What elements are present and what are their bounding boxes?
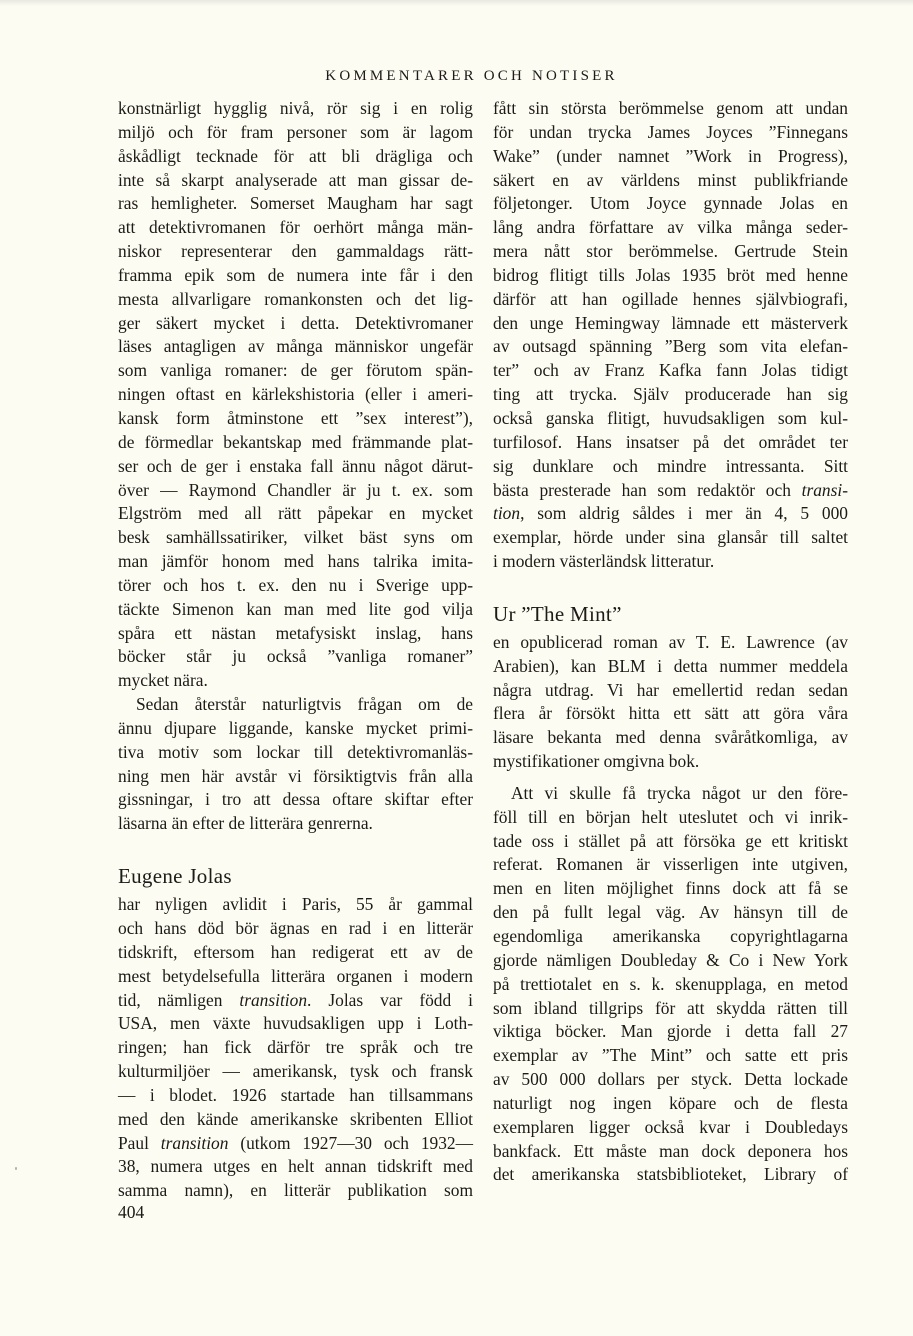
text-line: tade oss i stället på att försöka ge ett kritiskt <box>493 830 848 851</box>
text-line: kansk form åtminstone ett ”sex interest”), <box>118 407 473 428</box>
paragraph-mint-body <box>493 782 848 1187</box>
text-line: åskådligt tecknade för att bli drägliga och <box>118 145 473 166</box>
text-line <box>118 989 473 1013</box>
italic-title-transition: tion <box>493 503 521 524</box>
text-line: Wake” (under namnet ”Work in Progress), <box>493 145 848 166</box>
text-line: niskor representerar den gammaldags rätt- <box>118 241 473 262</box>
text-line: men en liten möjlighet finns dock att få se <box>493 878 848 899</box>
text-run: , som aldrig såldes i mer än 4, 5 000 <box>520 503 848 524</box>
text-line: naturligt nog ingen köpare och de flesta <box>493 1092 848 1113</box>
text-line: referat. Romanen är visserligen inte utgiven, <box>493 854 848 875</box>
text-line: konstnärligt hygglig nivå, rör sig i en rolig <box>118 98 473 118</box>
text-line: ger säkert mycket i detta. Detektivromaner <box>118 312 473 333</box>
text-line: man jämför honom med hans talrika imita- <box>118 551 473 572</box>
text-line: kulturmiljöer — amerikansk, tysk och fransk <box>118 1061 473 1082</box>
text-line <box>493 502 848 526</box>
text-line: den unge Hemingway lämnade ett mästerverk <box>493 312 848 333</box>
italic-title-transition: transi- <box>801 479 848 500</box>
text-line: exemplaren ligger också kvar i Doubledays <box>493 1116 848 1137</box>
italic-title-transition: transition <box>160 1132 229 1153</box>
text-line: gissningar, i tro att dessa oftare skiftar efter <box>118 789 473 810</box>
text-line: ningen oftast en kärlekshistoria (eller i ameri- <box>118 384 473 405</box>
text-line: en opublicerad roman av T. E. Lawrence (av <box>493 631 848 652</box>
text-line: därför att han ogillade hennes självbiografi, <box>493 288 848 309</box>
text-line: att detektivromanen för oerhört många män- <box>118 217 473 238</box>
text-line: några utdrag. Vi har emellertid redan sedan <box>493 679 848 700</box>
text-line: läsare bekanta med denna svåråtkomliga, av <box>493 727 848 748</box>
text-line: ännu djupare liggande, kanske mycket primi- <box>118 717 473 738</box>
text-line: viktiga böcker. Man gjorde i detta fall 27 <box>493 1021 848 1042</box>
text-line: ning men här avstår vi försiktigtvis från alla <box>118 765 473 786</box>
text-line <box>118 1132 473 1156</box>
text-line: för undan trycka James Joyces ”Finnegans <box>493 121 848 142</box>
text-line: som ibland tillgrips för att skydda rätten till <box>493 997 848 1018</box>
paragraph-jolas <box>118 893 473 1203</box>
text-line: med den kände amerikanske skribenten Elliot <box>118 1108 473 1129</box>
text-line: spåra ett nästan metafysiskt inslag, hans <box>118 622 473 643</box>
text-line: säkert en av världens minst publikfriande <box>493 169 848 190</box>
text-line: törer och hos t. ex. den nu i Sverige upp- <box>118 574 473 595</box>
text-line: fått sin största berömmelse genom att undan <box>493 98 848 118</box>
text-line: följetonger. Utom Joyce gynnade Jolas en <box>493 193 848 214</box>
text-line: lång andra författare av vilka många seder- <box>493 217 848 238</box>
text-line: mystifikationer omgivna bok. <box>493 751 700 772</box>
text-line: mesta allvarligare romankonsten och det lig- <box>118 288 473 309</box>
text-line: ting att trycka. Själv producerade han sig <box>493 384 848 405</box>
text-line: Att vi skulle få trycka något ur den före- <box>511 782 848 803</box>
text-line: läses antagligen av många människor ungefär <box>118 336 473 357</box>
text-line: i modern västerländsk litteratur. <box>493 551 715 572</box>
text-line: ter” och av Franz Kafka fann Jolas tidigt <box>493 360 848 381</box>
text-line: det amerikanska statsbiblioteket, Library of <box>493 1164 848 1185</box>
text-line: av outsagd spänning ”Berg som vita elefan- <box>493 336 848 357</box>
paragraph-mint-intro <box>493 631 848 774</box>
text-line: tiva motiv som lockar till detektivromanläs- <box>118 741 473 762</box>
page-number: 404 <box>118 1202 145 1222</box>
paragraph-jolas-continued <box>493 97 848 574</box>
text-line: också ganska flitigt, huvudsakligen som kul- <box>493 407 848 428</box>
text-line: föll till en början helt uteslutet och vi inrik- <box>493 806 848 827</box>
text-line: ras hemligheter. Somerset Maugham har sagt <box>118 193 473 214</box>
text-line: ser och de ger i enstaka fall ännu något därut- <box>118 455 473 476</box>
text-run: . Jolas var född i <box>307 989 474 1010</box>
text-line: har nyligen avlidit i Paris, 55 år gammal <box>118 894 473 915</box>
text-line: bidrog flitigt tills Jolas 1935 bröt med henne <box>493 264 848 285</box>
left-column <box>118 97 473 1203</box>
text-line: bankfack. Ett måste man dock deponera hos <box>493 1140 848 1161</box>
paper-speck <box>15 1167 17 1170</box>
section-gap <box>493 574 848 601</box>
text-line: flera år försökt hitta ett sätt att göra våra <box>493 703 848 724</box>
text-line: samma namn), en litterär publikation som <box>118 1180 473 1201</box>
text-line: på trettiotalet en s. k. skenupplaga, en metod <box>493 973 848 994</box>
running-head: KOMMENTARER OCH NOTISER <box>325 68 618 84</box>
section-heading-the-mint: Ur ”The Mint” <box>493 601 622 626</box>
text-line: mycket nära. <box>118 670 208 691</box>
text-line: turfilosof. Hans insatser på det området ter <box>493 431 848 452</box>
text-line: den på fullt legal väg. Av hänsyn till de <box>493 902 848 923</box>
right-column <box>493 97 848 1187</box>
text-line: mera nått stor berömmelse. Gertrude Stein <box>493 241 848 262</box>
text-line: av 500 000 dollars per styck. Detta lockade <box>493 1069 848 1090</box>
paragraph-motives <box>118 693 473 836</box>
text-line <box>493 479 848 503</box>
text-line: Elgström med all rätt påpekar en mycket <box>118 503 473 524</box>
text-line: exemplar av ”The Mint” och satte ett pris <box>493 1045 848 1066</box>
text-line: USA, men växte huvudsakligen upp i Loth- <box>118 1013 473 1034</box>
section-heading-eugene-jolas: Eugene Jolas <box>118 864 232 889</box>
text-line: och hans död bör ägnas en rad i en litterär <box>118 918 473 938</box>
text-line: exemplar, hörde under sina glansår till saltet <box>493 527 848 548</box>
text-run: bästa presterade han som redaktör och <box>493 479 802 500</box>
text-line: — i blodet. 1926 startade han tillsammans <box>118 1084 473 1105</box>
text-line: mest betydelsefulla litterära organen i modern <box>118 965 473 986</box>
page-top-edge <box>0 0 913 6</box>
text-line: miljö och för fram personer som är lagom <box>118 121 473 142</box>
italic-title-transition: transition <box>239 989 308 1010</box>
text-line: tidskrift, eftersom han redigerat ett av de <box>118 941 473 962</box>
text-run: (utkom 1927—30 och 1932— <box>228 1132 473 1153</box>
text-line: framma epik som de numera inte får i den <box>118 264 473 285</box>
text-line: gjorde nämligen Doubleday & Co i New York <box>493 949 848 970</box>
text-line: egendomliga amerikanska copyrightlagarna <box>493 926 848 946</box>
paragraph-detective-novels <box>118 97 473 693</box>
text-line: besk samhällssatiriker, vilket bäst syns om <box>118 527 473 548</box>
paragraph-gap <box>493 774 848 782</box>
text-run: tid, nämligen <box>118 989 240 1010</box>
text-line: inte så skarpt analyserade att man gissar de- <box>118 169 473 190</box>
text-line: som vanliga romaner: de ger förutom spän- <box>118 360 473 381</box>
text-line: över — Raymond Chandler är ju t. ex. som <box>118 479 473 500</box>
text-line: sig dunklare och mindre intressanta. Sitt <box>493 455 848 476</box>
text-line: böcker står ju också ”vanliga romaner” <box>118 646 473 667</box>
text-line: ringen; han fick därför tre språk och tre <box>118 1037 473 1058</box>
text-line: täckte Simenon kan man med lite god vilja <box>118 598 473 619</box>
text-line: 38, numera utges en helt annan tidskrift med <box>118 1156 473 1177</box>
text-run: Paul <box>118 1132 161 1153</box>
text-line: Sedan återstår naturligtvis frågan om de <box>136 694 473 715</box>
text-line: läsarna än efter de litterära genrerna. <box>118 813 373 834</box>
section-gap <box>118 836 473 863</box>
text-line: de förmedlar bekantskap med främmande plat- <box>118 431 473 452</box>
text-line: Arabien), kan BLM i detta nummer meddela <box>493 655 848 676</box>
